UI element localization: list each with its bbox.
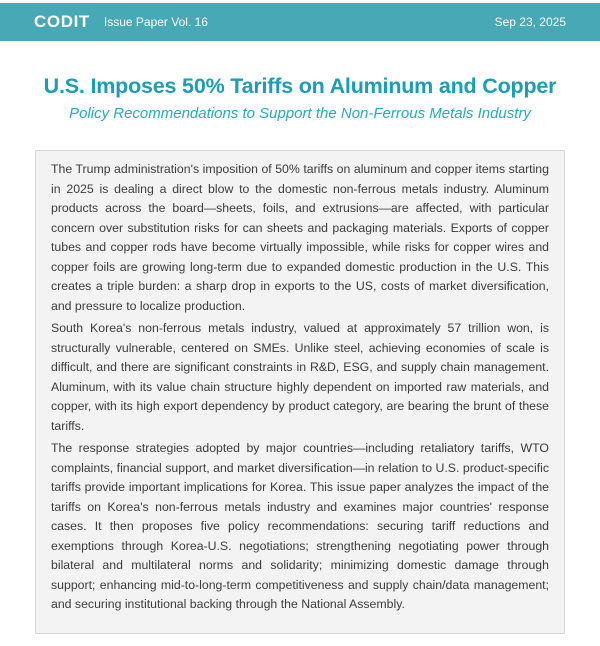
summary-paragraph-3: The response strategies adopted by major countries—including retaliatory tariffs, WTO complaints, financial support, and market diversification—in relation to U.S. product-specific tariffs provide important implications for Korea. This issue paper analyzes the impact of the tariffs on Korea's non-ferrous metals industry and examines major countries' response cases. It then proposes five policy recommendations: securing tariff reductions and exemptions through Korea-U.S. negotiations; strengthening negotiating power through bilateral and multilateral norms and solidarity; minimizing domestic damage through support; enhancing mid-to-long-term competitiveness and supply chain/data management; and securing institutional backing through the National Assembly.: [51, 441, 549, 611]
header-bar: [0, 3, 600, 41]
summary-paragraph-1: The Trump administration's imposition of 50% tariffs on aluminum and copper items starting in 2025 is dealing a direct blow to the domestic non-ferrous metals industry. Aluminum products across the board—sheets, foils, and extrusions—are affected, with particular concern over substitution risks for can sheets and packaging materials. Exports of copper tubes and copper rods have become virtually impossible, while risks for copper wires and copper foils are growing long-term due to expanded domestic production in the U.S. This creates a triple burden: a sharp drop in exports to the US, costs of market diversification, and pressure to localize production.: [51, 162, 549, 313]
summary-box: [35, 150, 565, 634]
publication-date: Sep 23, 2025: [494, 15, 566, 29]
summary-paragraph-2: South Korea's non-ferrous metals industry, valued at approximately 57 trillion won, is structurally vulnerable, centered on SMEs. Unlike steel, achieving economies of scale is difficult, and there are significant constraints in R&D, ESG, and supply chain management. Aluminum, with its value chain structure highly dependent on imported raw materials, and copper, with its high export dependency by product category, are bearing the brunt of these tariffs.: [51, 321, 549, 433]
page-title: U.S. Imposes 50% Tariffs on Aluminum and Copper: [43, 74, 557, 98]
issue-volume-label: Issue Paper Vol. 16: [103, 15, 208, 29]
codit-logo: CODIT: [34, 12, 90, 31]
page-subtitle: Policy Recommendations to Support the Non-Ferrous Metals Industry: [69, 105, 531, 122]
